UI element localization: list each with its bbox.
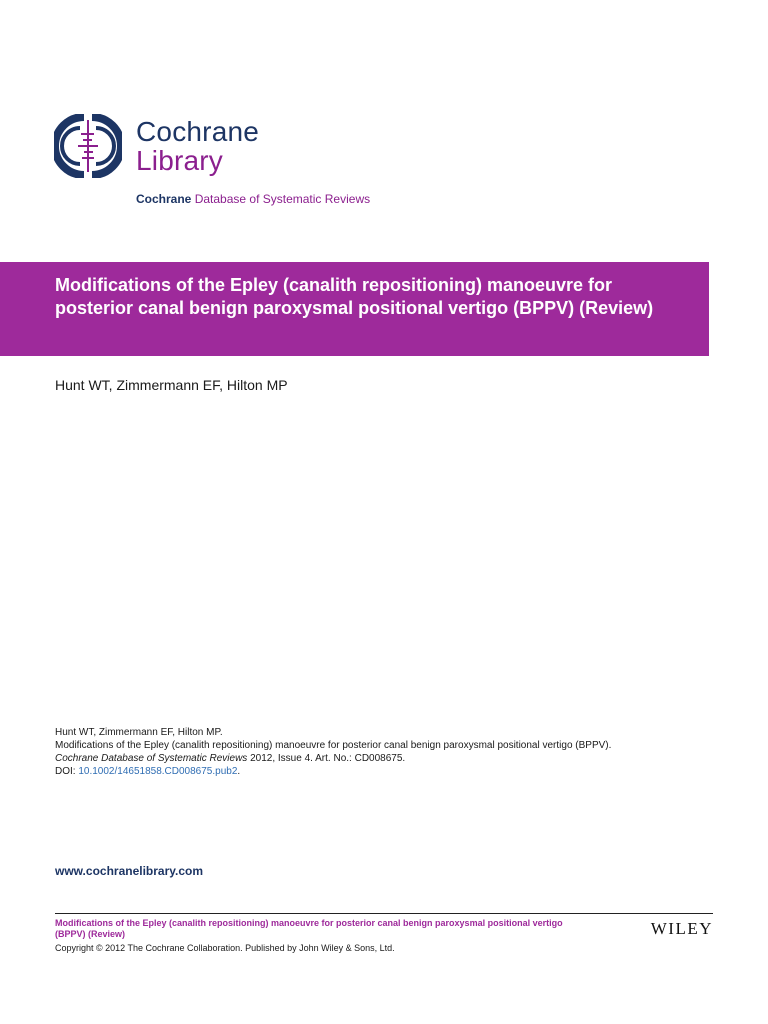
citation-title: Modifications of the Epley (canalith repositioning) manoeuvre for posterior canal benign paroxysmal positional vertigo (BPPV). — [55, 740, 612, 751]
doi-end: . — [237, 766, 241, 777]
publisher-logo: WILEY — [650, 919, 713, 938]
database-name-bold: Cochrane — [136, 192, 192, 206]
citation-journal: Cochrane Database of Systematic Reviews — [55, 753, 248, 764]
doi-label: DOI: — [55, 766, 79, 777]
title-band — [0, 262, 709, 356]
footer-divider — [55, 913, 713, 914]
brand-subtitle: Library — [136, 145, 223, 176]
cochrane-logo-icon — [54, 114, 122, 178]
footer-review-title: Modifications of the Epley (canalith repositioning) manoeuvre for posterior canal benign paroxysmal positional vertigo (BPPV) (Review) — [55, 918, 563, 939]
review-authors: Hunt WT, Zimmermann EF, Hilton MP — [55, 377, 288, 393]
database-name — [136, 192, 370, 206]
doi-link[interactable]: 10.1002/14651858.CD008675.pub2 — [78, 766, 238, 777]
review-title: Modifications of the Epley (canalith repositioning) manoeuvre for posterior canal benign paroxysmal positional vertigo (BPPV) (Review) — [55, 275, 654, 318]
citation-issue: 2012, Issue 4. Art. No.: CD008675. — [247, 753, 406, 764]
citation-source — [55, 752, 611, 765]
citation-block — [55, 726, 611, 778]
database-name-rest: Database of Systematic Reviews — [194, 192, 371, 206]
website-link[interactable]: www.cochranelibrary.com — [55, 864, 204, 878]
footer-copyright: Copyright © 2012 The Cochrane Collaboration. Published by John Wiley & Sons, Ltd. — [55, 943, 395, 953]
citation-authors: Hunt WT, Zimmermann EF, Hilton MP. — [55, 727, 223, 738]
brand-title: Cochrane — [136, 116, 260, 147]
citation-doi — [55, 765, 611, 778]
